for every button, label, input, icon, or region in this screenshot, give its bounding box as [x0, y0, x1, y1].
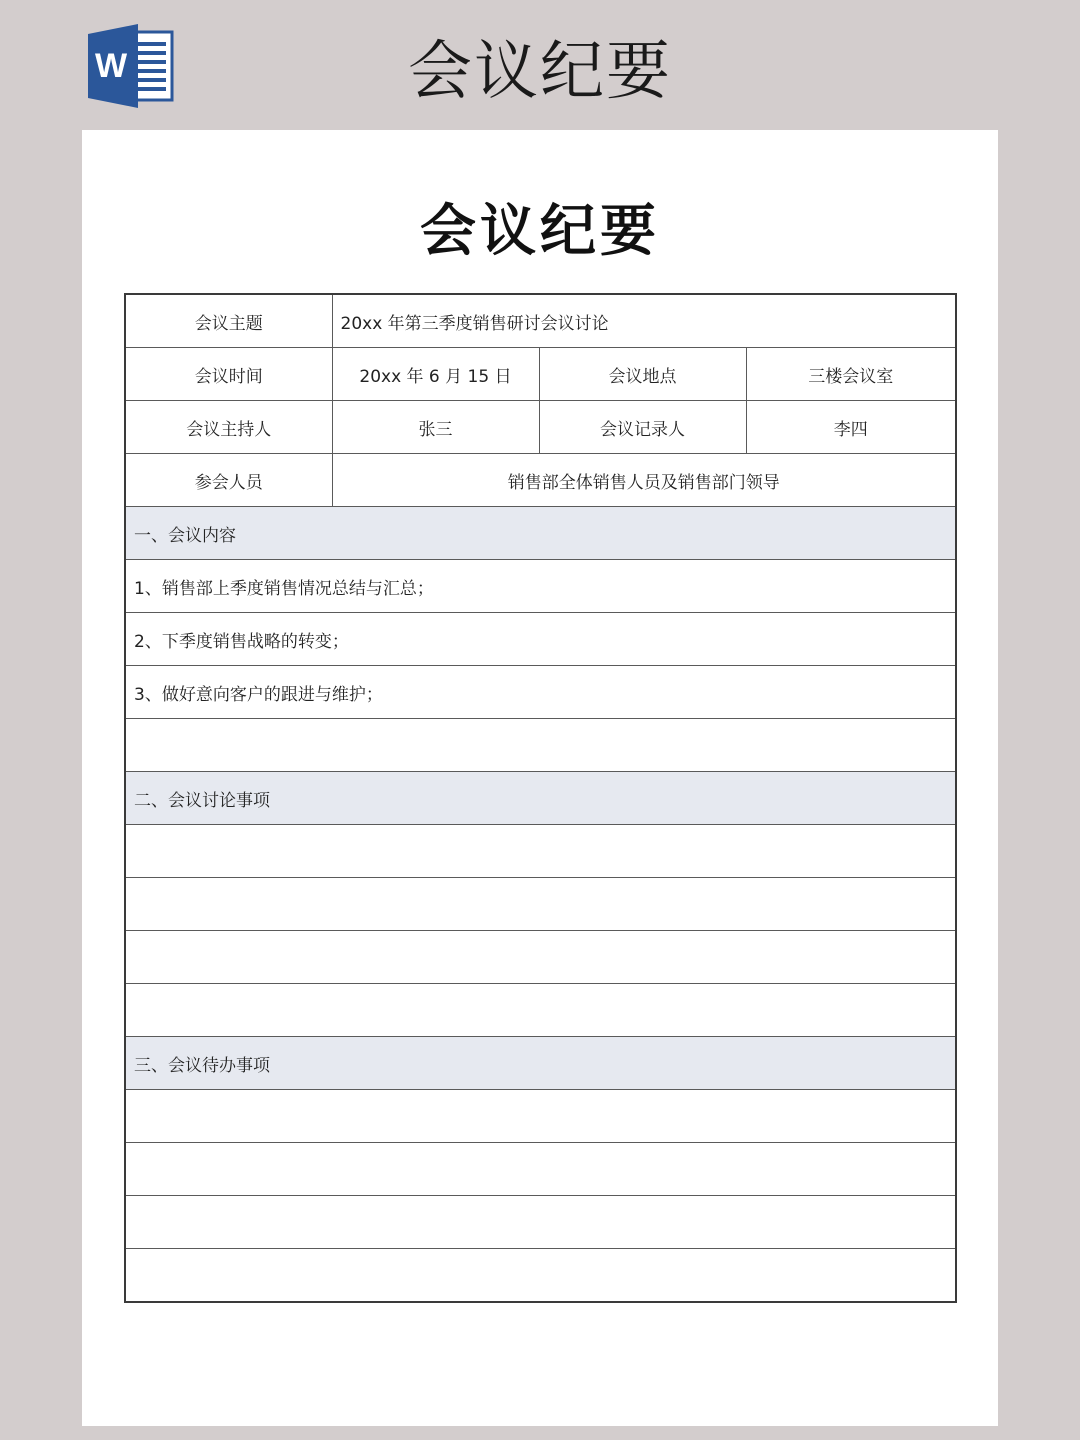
section-heading-discussion: 二、会议讨论事项	[125, 772, 956, 825]
attendees-value: 销售部全体销售人员及销售部门领导	[332, 454, 956, 507]
section-header-discussion	[125, 772, 956, 825]
table-row	[125, 1249, 956, 1303]
time-value: 20xx 年 6 月 15 日	[332, 348, 539, 401]
place-label: 会议地点	[539, 348, 746, 401]
topic-label: 会议主题	[125, 294, 332, 348]
todo-item	[125, 1196, 956, 1249]
recorder-label: 会议记录人	[539, 401, 746, 454]
section-header-content	[125, 507, 956, 560]
host-label: 会议主持人	[125, 401, 332, 454]
todo-item	[125, 1249, 956, 1303]
table-row-attendees	[125, 454, 956, 507]
table-row	[125, 825, 956, 878]
content-item: 1、销售部上季度销售情况总结与汇总；	[125, 560, 956, 613]
discussion-item	[125, 931, 956, 984]
time-label: 会议时间	[125, 348, 332, 401]
document-title: 会议纪要	[420, 199, 660, 264]
table-row	[125, 560, 956, 613]
section-header-todo	[125, 1037, 956, 1090]
section-heading-todo: 三、会议待办事项	[125, 1037, 956, 1090]
table-row	[125, 984, 956, 1037]
content-item: 3、做好意向客户的跟进与维护；	[125, 666, 956, 719]
table-row-time-place	[125, 348, 956, 401]
table-row	[125, 1196, 956, 1249]
discussion-item	[125, 984, 956, 1037]
table-row	[125, 1143, 956, 1196]
table-row	[125, 1090, 956, 1143]
todo-item	[125, 1143, 956, 1196]
attendees-label: 参会人员	[125, 454, 332, 507]
content-item	[125, 719, 956, 772]
table-row	[125, 931, 956, 984]
minutes-table	[124, 293, 957, 1303]
content-item: 2、下季度销售战略的转变；	[125, 613, 956, 666]
table-row	[125, 613, 956, 666]
table-row	[125, 666, 956, 719]
discussion-item	[125, 825, 956, 878]
table-row	[125, 719, 956, 772]
word-logo-letter: W	[94, 47, 128, 85]
host-value: 张三	[332, 401, 539, 454]
banner-title: 会议纪要	[408, 35, 672, 109]
place-value: 三楼会议室	[746, 348, 956, 401]
section-heading-content: 一、会议内容	[125, 507, 956, 560]
recorder-value: 李四	[746, 401, 956, 454]
table-row-host-recorder	[125, 401, 956, 454]
table-row-topic	[125, 294, 956, 348]
discussion-item	[125, 878, 956, 931]
todo-item	[125, 1090, 956, 1143]
table-row	[125, 878, 956, 931]
topic-value: 20xx 年第三季度销售研讨会议讨论	[332, 294, 956, 348]
